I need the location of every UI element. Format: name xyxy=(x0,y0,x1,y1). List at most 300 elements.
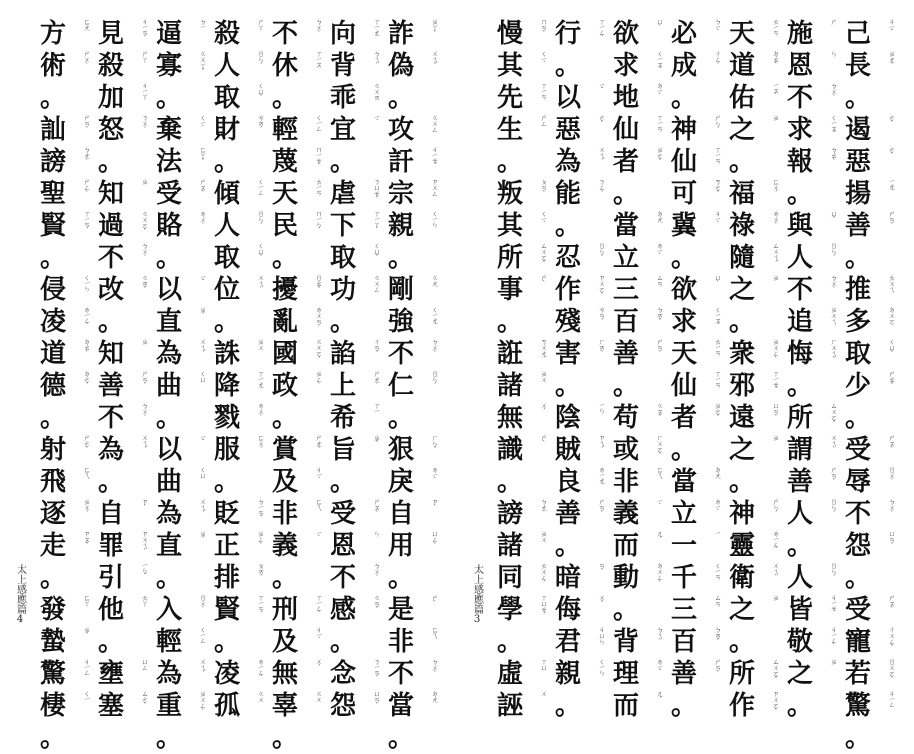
char-cell xyxy=(725,498,781,530)
hanzi-char: 不 xyxy=(97,403,124,433)
hanzi-char: 隨 xyxy=(728,243,755,273)
char-cell xyxy=(210,594,266,626)
zhuyin-annotation: ㄖㄣˊ xyxy=(431,370,439,389)
char-cell xyxy=(152,466,208,498)
footer-book-title: 太上感應篇 xyxy=(471,564,483,614)
char-cell xyxy=(551,146,607,178)
zhuyin-annotation: ㄏㄨㄛˋ xyxy=(656,434,664,459)
hanzi-char: 多 xyxy=(844,307,871,337)
char-cell xyxy=(609,210,665,242)
hanzi-char: 仙 xyxy=(670,371,697,401)
zhuyin-annotation: ㄓㄨㄥˋ xyxy=(199,690,207,715)
char-cell xyxy=(725,178,781,210)
zhuyin-annotation: ㄓˊ xyxy=(83,626,91,639)
zhuyin-annotation: ㄈㄚˇ xyxy=(199,146,207,165)
hanzi-char: 排 xyxy=(213,563,240,593)
zhuyin-annotation: ㄌㄧˇ xyxy=(656,658,664,676)
punctuation-mark: 。 xyxy=(155,403,182,433)
char-cell xyxy=(493,690,549,722)
hanzi-char: 敬 xyxy=(786,627,813,657)
char-cell xyxy=(841,370,897,402)
char-cell xyxy=(152,562,208,594)
hanzi-char: 己 xyxy=(844,19,871,49)
zhuyin-annotation: ㄕㄥ xyxy=(540,114,548,126)
hanzi-char: 謗 xyxy=(39,147,66,177)
char-cell xyxy=(783,338,839,370)
hanzi-char: 下 xyxy=(329,211,356,241)
zhuyin-annotation: ㄋㄧㄢˋ xyxy=(373,658,381,682)
zhuyin-annotation: ㄌㄧˋ xyxy=(431,466,439,484)
hanzi-char: 旨 xyxy=(329,435,356,465)
char-cell xyxy=(725,658,781,690)
zhuyin-annotation: ㄗˋ xyxy=(141,498,149,511)
hanzi-char: 背 xyxy=(612,627,639,657)
punctuation-mark: 。 xyxy=(387,723,414,753)
hanzi-char: 戮 xyxy=(213,403,240,433)
hanzi-char: 道 xyxy=(39,339,66,369)
char-cell xyxy=(94,18,150,50)
char-cell xyxy=(841,18,897,50)
hanzi-char: 及 xyxy=(271,467,298,497)
punctuation-mark: 。 xyxy=(155,563,182,593)
zhuyin-annotation: ㄊㄧㄢ xyxy=(772,18,780,35)
zhuyin-annotation: ㄌㄧㄥˊ xyxy=(83,306,91,330)
zhuyin-annotation: ㄅㄧ xyxy=(199,18,207,29)
hanzi-char: 邪 xyxy=(728,371,755,401)
zhuyin-annotation: ㄓㄨˊ xyxy=(83,498,91,517)
zhuyin-annotation: ㄒㄧㄡ xyxy=(315,50,323,67)
hanzi-char: 宗 xyxy=(387,179,414,209)
zhuyin-annotation: ㄧ xyxy=(714,530,722,535)
hanzi-char: 求 xyxy=(670,307,697,337)
zhuyin-annotation: ㄕㄣˊ xyxy=(772,498,780,517)
hanzi-char: 善 xyxy=(786,467,813,497)
hanzi-char: 為 xyxy=(155,659,182,689)
zhuyin-annotation: ㄗㄨㄛˋ xyxy=(772,690,780,715)
punctuation-mark: 。 xyxy=(670,691,697,721)
zhuyin-annotation: ㄢˋ xyxy=(598,562,606,575)
text-column xyxy=(384,18,440,753)
hanzi-char: 直 xyxy=(155,307,182,337)
char-cell xyxy=(551,562,607,594)
hanzi-char: 諂 xyxy=(329,339,356,369)
hanzi-char: 作 xyxy=(728,691,755,721)
hanzi-char: 作 xyxy=(554,275,581,305)
punctuation-mark: 。 xyxy=(728,147,755,177)
hanzi-char: 善 xyxy=(670,659,697,689)
hanzi-char: 逐 xyxy=(39,499,66,529)
char-cell xyxy=(609,434,665,466)
hanzi-char: 或 xyxy=(612,435,639,465)
zhuyin-annotation: ㄊㄨㄟ xyxy=(888,274,896,292)
char-cell xyxy=(783,274,839,306)
hanzi-char: 仙 xyxy=(670,147,697,177)
char-cell xyxy=(783,658,839,690)
char-cell xyxy=(493,402,549,434)
zhuyin-annotation: ㄕㄡˋ xyxy=(888,594,896,613)
char-cell xyxy=(94,530,150,562)
hanzi-char: 當 xyxy=(670,467,697,497)
hanzi-char: 非 xyxy=(387,627,414,657)
char-cell xyxy=(609,242,665,274)
hanzi-char: 侮 xyxy=(554,595,581,625)
hanzi-char: 非 xyxy=(612,467,639,497)
char-cell xyxy=(268,82,324,114)
hanzi-char: 天 xyxy=(670,339,697,369)
zhuyin-annotation: ㄆㄞˊ xyxy=(257,562,265,581)
char-cell xyxy=(94,178,150,210)
punctuation-mark: 。 xyxy=(554,691,581,721)
char-cell xyxy=(326,146,382,178)
zhuyin-annotation: ㄑㄧㄢ xyxy=(714,562,722,579)
char-cell xyxy=(384,242,440,274)
char-cell xyxy=(783,146,839,178)
hanzi-char: 功 xyxy=(329,275,356,305)
char-cell xyxy=(609,146,665,178)
hanzi-char: 仙 xyxy=(612,115,639,145)
hanzi-char: 怒 xyxy=(97,115,124,145)
char-cell xyxy=(268,274,324,306)
char-cell xyxy=(667,402,723,434)
char-cell xyxy=(493,82,549,114)
hanzi-char: 慢 xyxy=(496,19,523,49)
zhuyin-annotation: ㄑㄩˇ xyxy=(257,82,265,101)
hanzi-char: 所 xyxy=(496,243,523,273)
hanzi-char: 凌 xyxy=(213,659,240,689)
zhuyin-annotation: ㄐㄧㄢˋ xyxy=(141,18,149,42)
char-cell xyxy=(783,594,839,626)
char-cell xyxy=(667,690,723,722)
hanzi-char: 為 xyxy=(155,339,182,369)
char-cell xyxy=(609,82,665,114)
hanzi-char: 取 xyxy=(329,243,356,273)
char-cell xyxy=(326,594,382,626)
hanzi-char: 民 xyxy=(271,211,298,241)
zhuyin-annotation: ㄐㄧˋ xyxy=(714,210,722,228)
zhuyin-annotation: ㄙㄢ xyxy=(656,274,664,286)
zhuyin-annotation: ㄩˇ xyxy=(830,210,838,223)
hanzi-char: 三 xyxy=(670,595,697,625)
char-cell xyxy=(268,658,324,690)
char-cell xyxy=(551,402,607,434)
char-cell xyxy=(783,114,839,146)
char-cell xyxy=(783,370,839,402)
zhuyin-annotation: ㄍㄨㄞ xyxy=(373,82,381,100)
char-cell xyxy=(210,82,266,114)
char-cell xyxy=(384,50,440,82)
zhuyin-annotation: ㄧˇ xyxy=(199,434,207,446)
zhuyin-annotation: ㄘㄢˊ xyxy=(598,306,606,325)
zhuyin-annotation: ㄙㄨㄛˇ xyxy=(772,658,780,683)
char-cell xyxy=(94,274,150,306)
zhuyin-annotation: ㄨˇ xyxy=(598,594,606,607)
hanzi-char: 自 xyxy=(97,499,124,529)
char-cell xyxy=(268,338,324,370)
zhuyin-annotation: ㄧㄤˊ xyxy=(888,178,896,196)
zhuyin-annotation: ㄑㄩˇ xyxy=(257,242,265,261)
zhuyin-annotation: ㄑㄧ xyxy=(83,690,91,701)
char-cell xyxy=(725,114,781,146)
char-cell xyxy=(152,402,208,434)
char-cell xyxy=(36,658,92,690)
hanzi-char: 而 xyxy=(612,691,639,721)
char-cell xyxy=(493,434,549,466)
zhuyin-annotation: ㄗˋ xyxy=(431,498,439,511)
text-column xyxy=(609,18,665,721)
char-cell xyxy=(667,498,723,530)
hanzi-char: 衛 xyxy=(728,563,755,593)
zhuyin-annotation: ㄇㄧㄣˊ xyxy=(315,210,323,234)
zhuyin-annotation: ㄓ xyxy=(772,274,780,280)
hanzi-char: 人 xyxy=(786,243,813,273)
char-cell xyxy=(326,274,382,306)
hanzi-char: 向 xyxy=(329,19,356,49)
hanzi-char: 而 xyxy=(612,531,639,561)
hanzi-char: 天 xyxy=(271,179,298,209)
zhuyin-annotation: ㄔㄨㄥˇ xyxy=(888,626,896,651)
hanzi-char: 他 xyxy=(97,595,124,625)
zhuyin-annotation: ㄅㄤˋ xyxy=(540,498,548,517)
char-cell xyxy=(841,82,897,114)
char-cell xyxy=(326,690,382,722)
zhuyin-annotation: ㄋㄥˊ xyxy=(598,178,606,197)
char-cell xyxy=(36,242,92,274)
char-cell xyxy=(210,658,266,690)
punctuation-mark: 。 xyxy=(670,243,697,273)
char-cell xyxy=(667,178,723,210)
char-cell xyxy=(725,402,781,434)
char-cell xyxy=(667,466,723,498)
hanzi-char: 謂 xyxy=(786,435,813,465)
char-cell xyxy=(841,402,897,434)
zhuyin-annotation: ㄊㄧㄢ xyxy=(315,178,323,195)
char-cell xyxy=(36,114,92,146)
char-cell xyxy=(551,338,607,370)
hanzi-char: 及 xyxy=(271,627,298,657)
char-cell xyxy=(94,498,150,530)
char-cell xyxy=(210,146,266,178)
hanzi-char: 感 xyxy=(329,595,356,625)
footer-book-title: 太上感應篇 xyxy=(14,564,26,614)
punctuation-mark: 。 xyxy=(387,83,414,113)
char-cell xyxy=(152,178,208,210)
zhuyin-annotation: ㄈㄨˊ xyxy=(257,434,265,453)
hanzi-char: 苟 xyxy=(612,403,639,433)
char-cell xyxy=(841,594,897,626)
text-column xyxy=(94,18,150,721)
char-cell xyxy=(326,402,382,434)
char-cell xyxy=(36,370,92,402)
punctuation-mark: 。 xyxy=(496,627,523,657)
punctuation-mark: 。 xyxy=(387,243,414,273)
hanzi-char: 賢 xyxy=(213,595,240,625)
char-cell xyxy=(493,658,549,690)
hanzi-char: 惡 xyxy=(554,115,581,145)
char-cell xyxy=(841,722,897,754)
hanzi-char: 上 xyxy=(329,371,356,401)
zhuyin-annotation: ㄅㄟˋ xyxy=(656,626,664,645)
char-cell xyxy=(36,18,92,50)
hanzi-char: 誑 xyxy=(496,339,523,369)
hanzi-char: 政 xyxy=(271,371,298,401)
zhuyin-annotation: ㄐㄧㄝ xyxy=(830,594,838,611)
char-cell xyxy=(783,402,839,434)
page-number: 4 xyxy=(16,614,24,625)
hanzi-char: 傾 xyxy=(213,179,240,209)
zhuyin-annotation: ㄒㄧㄤˋ xyxy=(373,18,381,42)
char-cell xyxy=(667,530,723,562)
zhuyin-annotation: ㄕㄢˋ xyxy=(830,466,838,485)
hanzi-char: 一 xyxy=(670,531,697,561)
punctuation-mark: 。 xyxy=(213,627,240,657)
char-cell xyxy=(210,498,266,530)
hanzi-char: 道 xyxy=(728,51,755,81)
char-cell xyxy=(268,178,324,210)
char-cell xyxy=(493,338,549,370)
char-cell xyxy=(725,434,781,466)
char-cell xyxy=(551,434,607,466)
zhuyin-annotation: ㄓㄥˋ xyxy=(257,530,265,549)
hanzi-char: 改 xyxy=(97,275,124,305)
zhuyin-annotation: ㄉㄧˋ xyxy=(656,82,664,100)
char-cell xyxy=(210,466,266,498)
char-cell xyxy=(493,242,549,274)
char-cell xyxy=(384,466,440,498)
hanzi-char: 同 xyxy=(496,563,523,593)
hanzi-char: 人 xyxy=(786,563,813,593)
char-cell xyxy=(667,114,723,146)
text-column xyxy=(783,18,839,721)
punctuation-mark: 。 xyxy=(97,307,124,337)
hanzi-char: 皆 xyxy=(786,595,813,625)
zhuyin-annotation: ㄑㄧㄡˊ xyxy=(714,306,722,330)
zhuyin-annotation: ㄈㄤ xyxy=(83,18,91,30)
char-cell xyxy=(152,114,208,146)
char-cell xyxy=(326,466,382,498)
char-cell xyxy=(609,50,665,82)
char-cell xyxy=(36,722,92,754)
zhuyin-annotation: ㄓㄨ xyxy=(540,530,548,542)
char-cell xyxy=(667,370,723,402)
hanzi-char: 之 xyxy=(786,659,813,689)
hanzi-char: 見 xyxy=(97,19,124,49)
hanzi-char: 為 xyxy=(97,435,124,465)
char-cell xyxy=(551,82,607,114)
zhuyin-annotation: ㄩˋ xyxy=(714,274,722,287)
char-cell xyxy=(783,242,839,274)
zhuyin-annotation: ㄑㄧㄤˊ xyxy=(431,306,439,330)
zhuyin-annotation: ㄅㄨˋ xyxy=(431,338,439,357)
char-cell xyxy=(609,114,665,146)
zhuyin-annotation: ㄈㄚ xyxy=(83,594,91,606)
zhuyin-annotation: ㄨㄟˊ xyxy=(199,338,207,357)
hanzi-char: 親 xyxy=(387,211,414,241)
char-cell xyxy=(384,690,440,722)
hanzi-char: 諸 xyxy=(496,371,523,401)
char-cell xyxy=(667,306,723,338)
char-cell xyxy=(384,562,440,594)
hanzi-char: 不 xyxy=(387,659,414,689)
hanzi-char: 其 xyxy=(496,51,523,81)
hanzi-char: 希 xyxy=(329,403,356,433)
char-cell xyxy=(841,242,897,274)
zhuyin-annotation: ㄦˊ xyxy=(656,530,664,543)
zhuyin-annotation: ㄖㄣˊ xyxy=(257,50,265,69)
zhuyin-annotation: ㄅㄠˋ xyxy=(830,146,838,165)
zhuyin-annotation: ㄐㄧㄝˊ xyxy=(431,146,439,170)
char-cell xyxy=(667,562,723,594)
zhuyin-annotation: ㄐㄧㄥ xyxy=(83,658,91,675)
char-cell xyxy=(841,626,897,658)
hanzi-char: 善 xyxy=(844,211,871,241)
zhuyin-annotation: ㄕㄤˋ xyxy=(373,370,381,389)
char-cell xyxy=(551,466,607,498)
char-cell xyxy=(94,690,150,722)
zhuyin-annotation: ㄅㄞˇ xyxy=(714,626,722,645)
text-column xyxy=(36,18,92,753)
hanzi-char: 謗 xyxy=(496,499,523,529)
hanzi-char: 刑 xyxy=(271,595,298,625)
zhuyin-annotation: ㄨㄟˋ xyxy=(257,274,265,293)
char-cell xyxy=(551,210,607,242)
char-cell xyxy=(384,114,440,146)
zhuyin-annotation: ㄐㄧㄥ xyxy=(888,690,896,707)
char-cell xyxy=(667,18,723,50)
zhuyin-annotation: ㄑㄩ xyxy=(199,466,207,478)
char-cell xyxy=(725,146,781,178)
hanzi-char: 行 xyxy=(554,19,581,49)
zhuyin-annotation: ㄙㄨㄟˊ xyxy=(772,242,780,267)
zhuyin-annotation: ㄈㄟ xyxy=(431,626,439,638)
char-cell xyxy=(210,178,266,210)
char-cell xyxy=(210,370,266,402)
char-cell xyxy=(609,466,665,498)
hanzi-char: 為 xyxy=(155,499,182,529)
hanzi-char: 悔 xyxy=(786,339,813,369)
hanzi-char: 法 xyxy=(155,147,182,177)
zhuyin-annotation: ㄜˋ xyxy=(598,114,606,127)
hanzi-char: 怨 xyxy=(329,691,356,721)
char-cell xyxy=(783,18,839,50)
char-cell xyxy=(36,210,92,242)
char-cell xyxy=(725,626,781,658)
char-cell xyxy=(551,658,607,690)
hanzi-char: 訕 xyxy=(39,115,66,145)
hanzi-char: 善 xyxy=(554,499,581,529)
hanzi-char: 賊 xyxy=(554,435,581,465)
zhuyin-annotation: ㄕㄢˋ xyxy=(83,114,91,133)
char-cell xyxy=(268,626,324,658)
hanzi-char: 當 xyxy=(387,691,414,721)
hanzi-char: 射 xyxy=(39,435,66,465)
hanzi-char: 之 xyxy=(728,435,755,465)
char-cell xyxy=(725,242,781,274)
char-cell xyxy=(152,338,208,370)
punctuation-mark: 。 xyxy=(39,83,66,113)
zhuyin-annotation: ㄍㄨ xyxy=(257,690,265,702)
char-cell xyxy=(667,210,723,242)
zhuyin-annotation: ㄒㄩ xyxy=(540,658,548,670)
zhuyin-annotation: ㄌㄧㄤˊ xyxy=(598,466,606,490)
zhuyin-annotation: ㄨˊ xyxy=(540,402,548,415)
char-cell xyxy=(667,626,723,658)
char-cell xyxy=(152,210,208,242)
char-cell xyxy=(94,82,150,114)
page-footer xyxy=(471,564,483,625)
char-cell xyxy=(725,690,781,722)
char-cell xyxy=(326,370,382,402)
zhuyin-annotation: ㄎㄨㄤˊ xyxy=(540,338,548,363)
